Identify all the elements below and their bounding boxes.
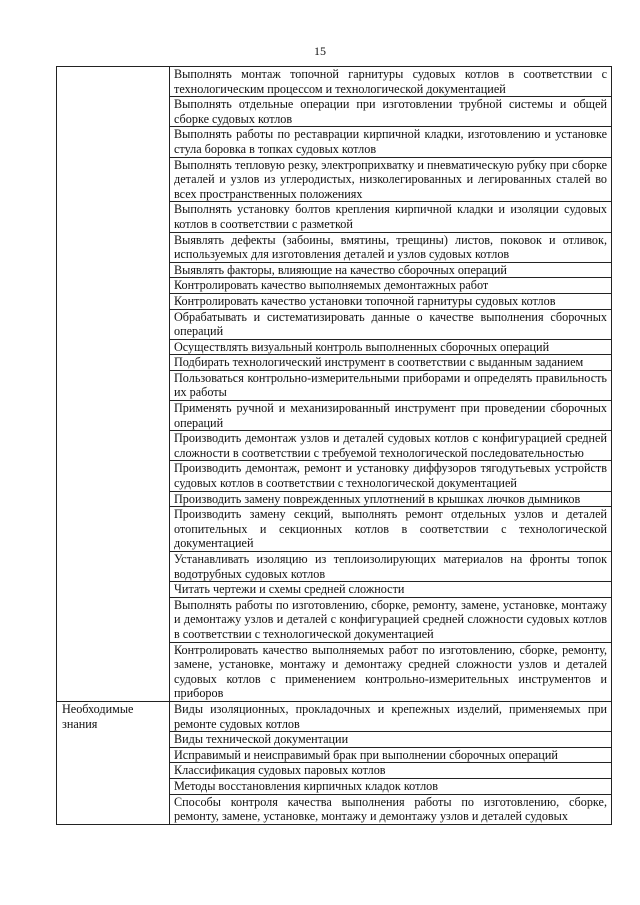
table-cell-item: Устанавливать изоляцию из теплоизолирующих материалов на фронты топок водотрубных судовых котлов xyxy=(170,552,612,582)
table-cell-item: Выявлять дефекты (забоины, вмятины, трещины) листов, поковок и отливок, используемых для изготовления деталей и узлов судовых котлов xyxy=(170,232,612,262)
section-label xyxy=(57,67,170,702)
table-cell-item: Способы контроля качества выполнения работы по изготовлению, сборке, ремонту, замене, установке, монтажу и демонтажу узлов и деталей судовых xyxy=(170,794,612,824)
table-cell-item: Читать чертежи и схемы средней сложности xyxy=(170,582,612,598)
table-cell-item: Производить замену поврежденных уплотнений в крышках лючков дымников xyxy=(170,491,612,507)
table-cell-item: Производить демонтаж, ремонт и установку диффузоров тягодутьевых устройств судовых котлов в соответствии с технологической документацией xyxy=(170,461,612,491)
table-cell-item: Выполнять установку болтов крепления кирпичной кладки и изоляции судовых котлов в соответствии с разметкой xyxy=(170,202,612,232)
table-cell-item: Методы восстановления кирпичных кладок котлов xyxy=(170,778,612,794)
page-number: 15 xyxy=(314,44,326,58)
table-cell-item: Выявлять факторы, влияющие на качество сборочных операций xyxy=(170,262,612,278)
table-cell-item: Обрабатывать и систематизировать данные о качестве выполнения сборочных операций xyxy=(170,309,612,339)
table-row xyxy=(57,701,612,731)
table-cell-item: Выполнять монтаж топочной гарнитуры судовых котлов в соответствии с технологическим процессом и технологической документацией xyxy=(170,67,612,97)
table-cell-item: Виды изоляционных, прокладочных и крепежных изделий, применяемых при ремонте судовых котлов xyxy=(170,701,612,731)
table-cell-item: Применять ручной и механизированный инструмент при проведении сборочных операций xyxy=(170,401,612,431)
table-cell-item: Выполнять работы по изготовлению, сборке, ремонту, замене, установке, монтажу и демонтажу узлов и деталей с конфигурацией средней сложности судовых котлов в соответствии с технологической документацией xyxy=(170,597,612,642)
skills-table-container xyxy=(56,66,612,905)
table-cell-item: Осуществлять визуальный контроль выполненных сборочных операций xyxy=(170,339,612,355)
table-cell-item: Выполнять отдельные операции при изготовлении трубной системы и общей сборке судовых котлов xyxy=(170,97,612,127)
table-cell-item: Выполнять работы по реставрации кирпичной кладки, изготовлению и установке стула боровка в топках судовых котлов xyxy=(170,127,612,157)
skills-table-body xyxy=(57,67,612,825)
table-cell-item: Контролировать качество выполняемых демонтажных работ xyxy=(170,278,612,294)
skills-table xyxy=(56,66,612,825)
table-cell-item: Выполнять тепловую резку, электроприхватку и пневматическую рубку при сборке деталей и узлов из углеродистых, низколегированных и легированных сталей во всех пространственных положениях xyxy=(170,157,612,202)
section-label: Необходимые знания xyxy=(57,701,170,824)
table-cell-item: Производить замену секций, выполнять ремонт отдельных узлов и деталей отопительных и секционных котлов в соответствии с технологической документацией xyxy=(170,507,612,552)
table-cell-item: Виды технической документации xyxy=(170,732,612,748)
table-cell-item: Исправимый и неисправимый брак при выполнении сборочных операций xyxy=(170,747,612,763)
table-cell-item: Классификация судовых паровых котлов xyxy=(170,763,612,779)
table-cell-item: Пользоваться контрольно-измерительными приборами и определять правильность их работы xyxy=(170,370,612,400)
table-cell-item: Контролировать качество установки топочной гарнитуры судовых котлов xyxy=(170,293,612,309)
table-row xyxy=(57,67,612,97)
table-cell-item: Подбирать технологический инструмент в соответствии с выданным заданием xyxy=(170,355,612,371)
table-cell-item: Контролировать качество выполняемых работ по изготовлению, сборке, ремонту, замене, установке, монтажу и демонтажу средней сложности узлов и деталей судовых котлов с применением контрольно-измерительных инструментов и приборов xyxy=(170,642,612,701)
table-cell-item: Производить демонтаж узлов и деталей судовых котлов с конфигурацией средней сложности в соответствии с требуемой технологической последовательностью xyxy=(170,431,612,461)
